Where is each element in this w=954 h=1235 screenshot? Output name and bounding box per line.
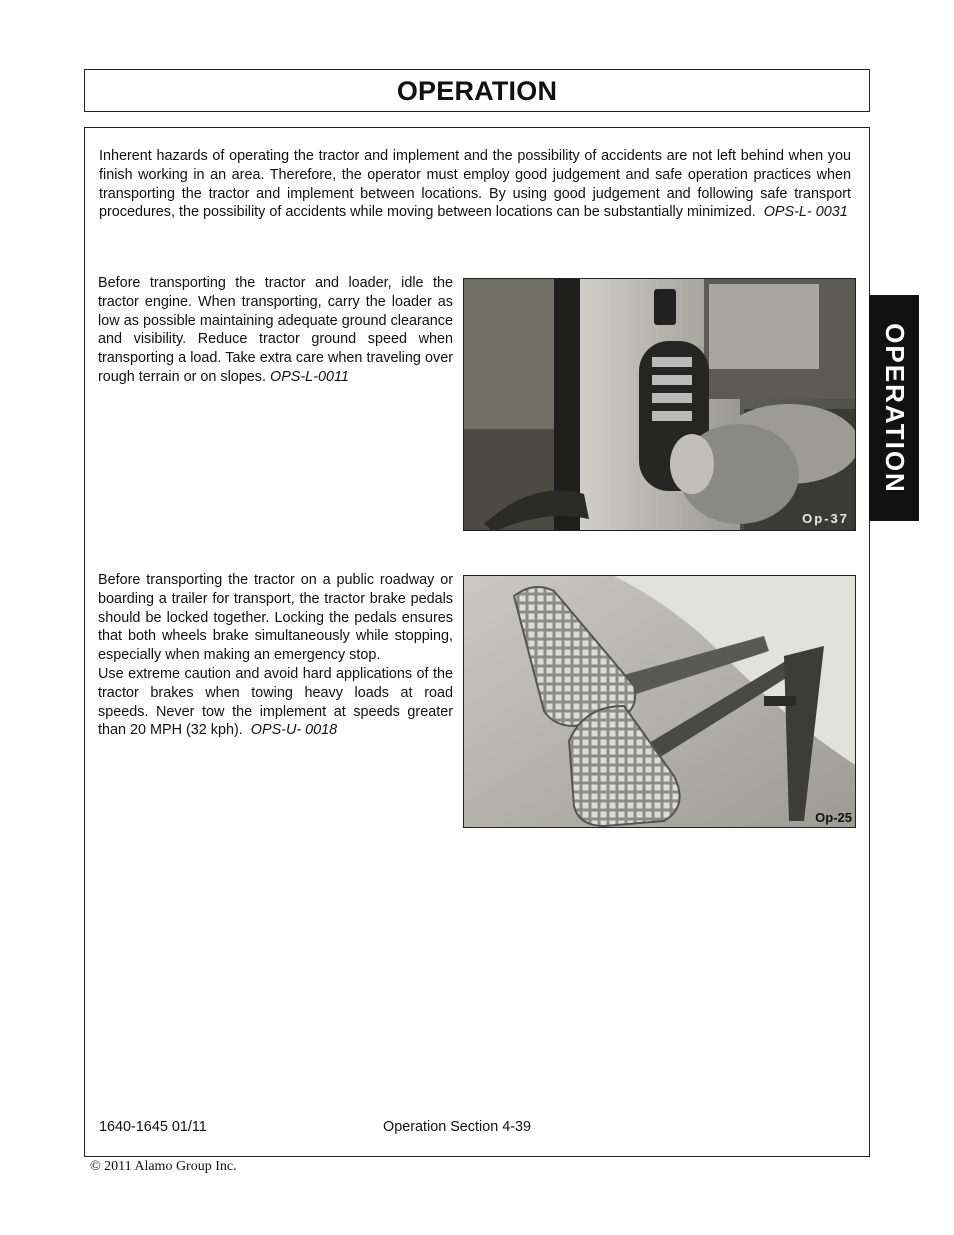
loader-control-photo-graphic bbox=[464, 279, 856, 531]
brake-lock-text: Before transporting the tractor on a public roadway or boarding a trailer for transport, the tractor brake pedals should be locked together. Locking the pedals ensures that both wheels brake simultaneously while stopping, especially when making an emergency stop. bbox=[98, 572, 453, 664]
intro-paragraph bbox=[99, 147, 851, 222]
page-title: OPERATION bbox=[396, 76, 558, 106]
brake-reference-code: OPS-U- 0018 bbox=[250, 722, 338, 739]
copyright-notice: © 2011 Alamo Group Inc. bbox=[90, 1159, 237, 1174]
brake-caution-text: Use extreme caution and avoid hard applications of the tractor brakes when towing heavy loads at road speeds. Never tow the implement at speeds greater than 20 MPH (32 kph). bbox=[98, 665, 453, 739]
intro-text: Inherent hazards of operating the tractor and implement and the possibility of accidents are not left behind when you finish working in an area. Therefore, the operator must employ good judgement and safe operation practices when transporting the tractor and implement between locations. By using good judgement and following safe transport procedures, the possibility of accidents while moving between locations can be substantially minimized. bbox=[99, 148, 851, 221]
section-side-tab bbox=[869, 295, 919, 521]
loader-control-photo-label: Op-37 bbox=[802, 511, 849, 526]
brake-caution-block bbox=[98, 665, 453, 740]
loader-transport-paragraph bbox=[98, 274, 453, 387]
loader-transport-text: Before transporting the tractor and loader, idle the tractor engine. When transporting, carry the loader as low as possible maintaining adequate ground clearance and visibility. Reduce tractor ground speed when transporting a load. Take extra care when traveling over rough terrain or on slopes. bbox=[98, 275, 453, 385]
loader-transport-reference-code: OPS-L-0011 bbox=[270, 368, 349, 385]
footer-section-page: Operation Section 4-39 bbox=[383, 1119, 531, 1135]
brake-pedals-photo-graphic bbox=[464, 576, 856, 828]
page-header bbox=[84, 69, 870, 112]
footer-model-date: 1640-1645 01/11 bbox=[99, 1119, 207, 1135]
section-side-tab-label: OPERATION bbox=[879, 322, 910, 494]
brake-pedals-photo bbox=[463, 575, 856, 828]
intro-reference-code: OPS-L- 0031 bbox=[763, 204, 848, 221]
loader-control-photo bbox=[463, 278, 856, 531]
brake-pedals-photo-label: Op-25 bbox=[815, 810, 852, 825]
brake-transport-paragraph bbox=[98, 571, 453, 740]
